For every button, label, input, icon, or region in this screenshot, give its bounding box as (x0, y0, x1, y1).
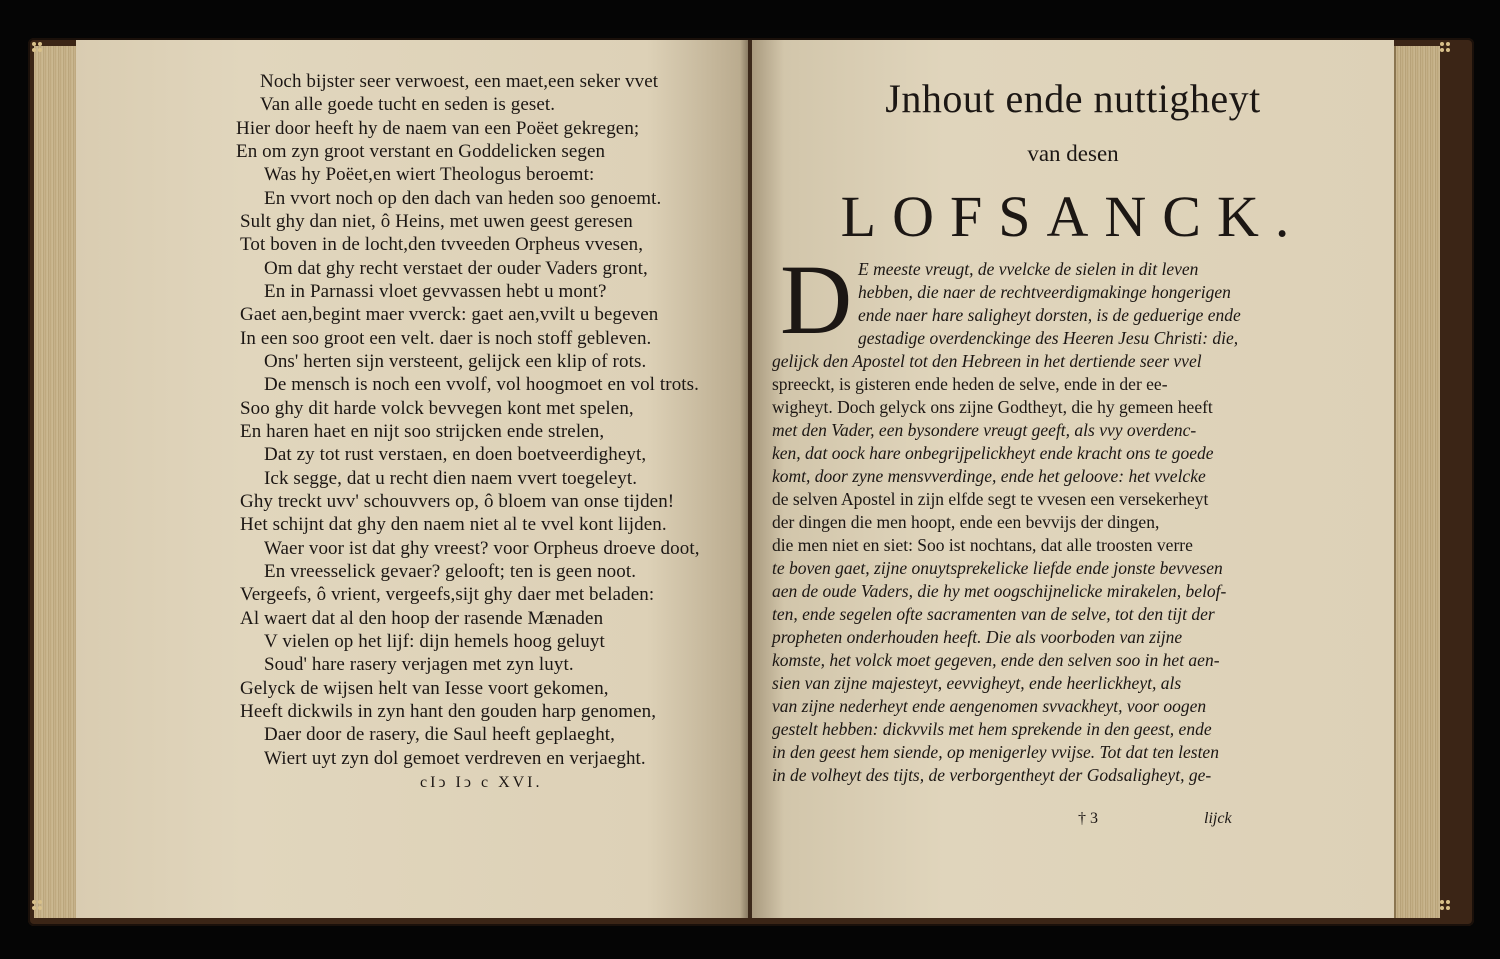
verse-line: Om dat ghy recht verstaet der ouder Vaders gront, (264, 258, 648, 279)
verse-line: Gelyck de wijsen helt van Iesse voort gekomen, (240, 678, 609, 699)
prose-line: in de volheyt des tijts, de verborgentheyt der Godsaligheyt, ge- (772, 765, 1212, 785)
verse-line: Het schijnt dat ghy den naem niet al te vvel kont lijden. (240, 514, 667, 535)
verse-line: Heeft dickwils in zyn hant den gouden harp genomen, (240, 701, 657, 722)
verse-line: En om zyn groot verstant en Goddelicken segen (236, 141, 606, 162)
prose-line: wigheyt. Doch gelyck ons zijne Godtheyt, die hy gemeen heeft (772, 397, 1213, 417)
catchword: lijck (1204, 810, 1232, 827)
prose-line: die men niet en siet: Soo ist nochtans, dat alle troosten verre (772, 535, 1193, 555)
verse-line: In een soo groot een velt. daer is noch stoff gebleven. (240, 328, 652, 349)
corner-ornament-bottom-right (1440, 900, 1452, 912)
prose-line: sien van zijne majesteyt, eevvigheyt, ende heerlickheyt, als (772, 673, 1182, 693)
prose-line: in den geest hem siende, op menigerley vvijse. Tot dat ten lesten (772, 742, 1219, 762)
verse-line: Soud' hare rasery verjagen met zyn luyt. (264, 654, 574, 675)
signature-mark: † 3 (1078, 810, 1098, 827)
verse-line: Ghy treckt uvv' schouvvers op, ô bloem van onse tijden! (240, 491, 675, 512)
prose-line: met den Vader, een bysondere vreugt geeft, als vvy overdenc- (772, 420, 1197, 440)
prose-line: ende naer hare saligheyt dorsten, is de geduerige ende (858, 305, 1241, 325)
verse-line: Van alle goede tucht en seden is geset. (260, 94, 556, 115)
verse-line: Ick segge, dat u recht dien naem vvert toegeleyt. (264, 468, 638, 489)
left-page-edges (34, 46, 78, 918)
prose-line: aen de oude Vaders, die hy met oogschijnelicke mirakelen, belof- (772, 581, 1227, 601)
verse-line: En vvort noch op den dach van heden soo genoemt. (264, 188, 662, 209)
verse-line: Tot boven in de locht,den tvveeden Orpheus vvesen, (240, 234, 644, 255)
verse-line: Sult ghy dan niet, ô Heins, met uwen geest geresen (240, 211, 633, 232)
left-page (76, 40, 748, 918)
verse-line: En in Parnassi vloet gevvassen hebt u mont? (264, 281, 607, 302)
prose-line: hebben, die naer de rechtveerdigmakinge hongerigen (858, 282, 1231, 302)
verse-line: Gaet aen,begint maer vverck: gaet aen,vvilt u begeven (240, 304, 659, 325)
title-line-1: Jnhout ende nuttigheyt (885, 76, 1261, 121)
verse-line: Hier door heeft hy de naem van een Poëet gekregen; (236, 118, 640, 139)
verse-line: Daer door de rasery, die Saul heeft geplaeght, (264, 724, 616, 745)
prose-line: te boven gaet, zijne onuytsprekelicke liefde ende jonste bevvesen (772, 558, 1223, 578)
verse-line: Dat zy tot rust verstaen, en doen boetveerdigheyt, (264, 444, 647, 465)
drop-cap: D (780, 244, 853, 355)
prose-line: van zijne nederheyt ende aengenomen svvackheyt, voor oogen (772, 696, 1207, 716)
corner-ornament-top-left (32, 42, 44, 54)
prose-line: gelijck den Apostel tot den Hebreen in het dertiende seer vvel (772, 351, 1202, 371)
prose-line: propheten onderhouden heeft. Die als voorboden van zijne (772, 627, 1183, 647)
corner-ornament-top-right (1440, 42, 1452, 54)
corner-ornament-bottom-left (32, 900, 44, 912)
prose-line: gestelt hebben: dickvvils met hem sprekende in den geest, ende (772, 719, 1212, 739)
right-page-edges (1394, 46, 1440, 918)
verse-line: En haren haet en nijt soo strijcken ende strelen, (240, 421, 605, 442)
prose-line: de selven Apostel in zijn elfde segt te vvesen een versekerheyt (772, 489, 1209, 509)
verse-line: Wiert uyt zyn dol gemoet verdreven en verjaeght. (264, 748, 646, 769)
verse-line: Al waert dat al den hoop der rasende Mænaden (240, 608, 604, 629)
prose-line: E meeste vreugt, de vvelcke de sielen in dit leven (858, 259, 1199, 279)
verse-line: Noch bijster seer verwoest, een maet,een seker vvet (260, 71, 659, 92)
title-line-2: van desen (1027, 141, 1119, 166)
imprint-year: cIↄ Iↄ c XVI. (420, 774, 543, 791)
verse-line: De mensch is noch een vvolf, vol hoogmoet en vol trots. (264, 374, 700, 395)
prose-line: der dingen die men hoopt, ende een bevvijs der dingen, (772, 512, 1160, 532)
verse-line: En vreesselick gevaer? gelooft; ten is geen noot. (264, 561, 637, 582)
right-page (752, 40, 1394, 918)
verse-line: Was hy Poëet,en wiert Theologus beroemt: (264, 164, 595, 185)
prose-line: komt, door zyne mensvverdinge, ende het geloove: het vvelcke (772, 466, 1206, 486)
prose-line: komste, het volck moet gegeven, ende den selven soo in het aen- (772, 650, 1220, 670)
verse-line: V vielen op het lijf: dijn hemels hoog geluyt (264, 631, 605, 652)
prose-line: gestadige overdenckinge des Heeren Jesu Christi: die, (858, 328, 1239, 348)
verse-line: Waer voor ist dat ghy vreest? voor Orpheus droeve doot, (264, 538, 700, 559)
prose-line: ken, dat oock hare onbegrijpelickheyt ende kracht ons te goede (772, 443, 1214, 463)
verse-line: Ons' herten sijn versteent, gelijck een klip of rots. (264, 351, 647, 372)
verse-line: Vergeefs, ô vrient, vergeefs,sijt ghy daer met beladen: (240, 584, 655, 605)
verse-line: Soo ghy dit harde volck bevvegen kont met spelen, (240, 398, 634, 419)
prose-line: ten, ende segelen ofte sacramenten van de selve, tot den tijt der (772, 604, 1215, 624)
main-title: LOFSANCK. (840, 184, 1306, 249)
prose-line: spreeckt, is gisteren ende heden de selve, ende in der ee- (772, 374, 1168, 394)
